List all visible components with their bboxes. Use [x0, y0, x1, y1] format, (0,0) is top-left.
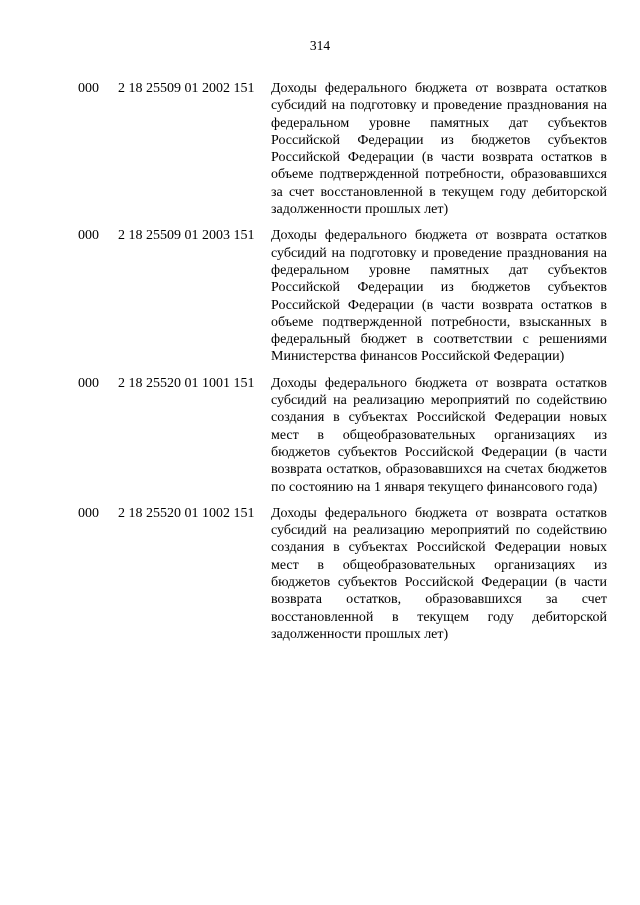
- page-number: 314: [309, 38, 331, 53]
- table-row: [0, 80, 640, 218]
- kbk-code: 2 18 25509 01 2003 151: [118, 228, 255, 244]
- income-description: Доходы федерального бюджета от возврата остатков субсидий на подготовку и проведение празднования на федеральном уровне памятных дат субъектов Российской Федерации из бюджетов субъектов Российской Федерации (в части возврата остатков в объеме подтвержденной потребности, образовавшихся за счет восстановленной в текущем году дебиторской задолженности прошлых лет): [271, 81, 607, 218]
- admin-code: 000: [78, 505, 99, 521]
- admin-code: 000: [78, 228, 99, 244]
- table-row: [0, 505, 640, 643]
- admin-code: 000: [78, 375, 99, 391]
- table-row: [0, 227, 640, 365]
- income-description: Доходы федерального бюджета от возврата остатков субсидий на реализацию мероприятий по содействию создания в субъектах Российской Федерации новых мест в общеобразовательных организациях из бюджетов субъектов Российской Федерации (в части возврата остатков, образовавшихся за счет восстановленной в текущем году дебиторской задолженности прошлых лет): [271, 505, 607, 642]
- income-codes-table: [0, 80, 640, 652]
- kbk-code: 2 18 25509 01 2002 151: [118, 81, 255, 96]
- income-description: Доходы федерального бюджета от возврата остатков субсидий на реализацию мероприятий по содействию создания в субъектах Российской Федерации новых мест в общеобразовательных организациях из бюджетов субъектов Российской Федерации (в части возврата остатков, образовавшихся на счетах бюджетов по состоянию на 1 января текущего финансового года): [271, 375, 607, 495]
- table-row: [0, 375, 640, 496]
- kbk-code: 2 18 25520 01 1002 151: [118, 505, 255, 521]
- admin-code: 000: [78, 81, 99, 96]
- kbk-code: 2 18 25520 01 1001 151: [118, 375, 255, 391]
- income-description: Доходы федерального бюджета от возврата остатков субсидий на подготовку и проведение празднования на федеральном уровне памятных дат субъектов Российской Федерации из бюджетов субъектов Российской Федерации (в части возврата остатков в объеме подтвержденной потребности, взысканных в федеральный бюджет в соответствии с решениями Министерства финансов Российской Федерации): [271, 228, 607, 365]
